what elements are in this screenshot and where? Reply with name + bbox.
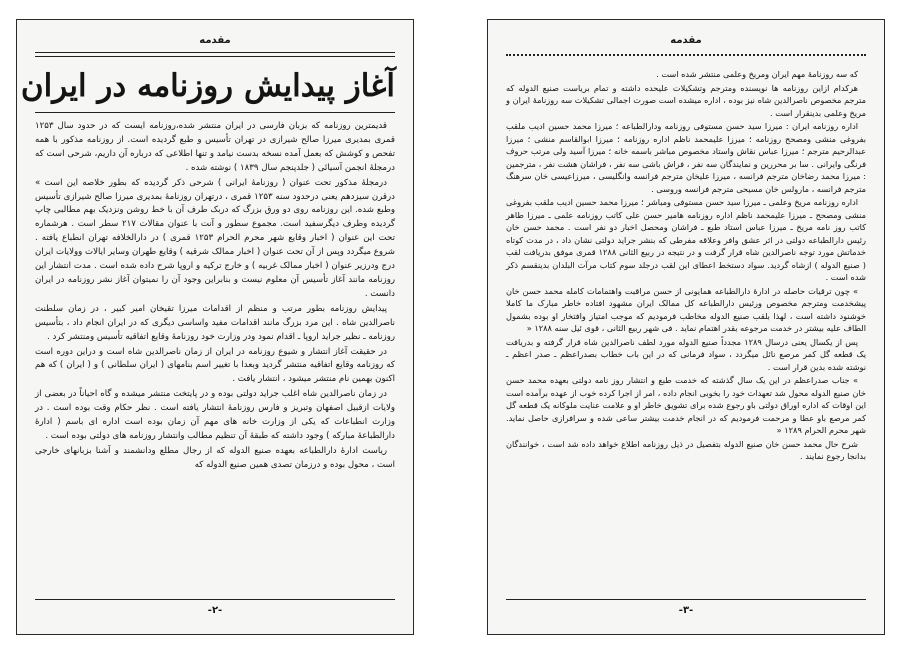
left-footer-rule [35,599,395,600]
right-page-number: -۳- [678,605,694,616]
right-page-header: مقدمه [670,35,702,46]
right-footer-rule [506,599,866,600]
right-page [487,19,885,635]
paragraph: شرح حال محمد حسن خان صنیع الدوله بتفصیل در ذیل روزنامه اطلاع خواهد داده شد است ، خوانندگان بدانجا رجوع نمایند . [506,438,866,461]
left-body-text [35,120,395,590]
paragraph: ریاست ادارهٔ دارالطباعه بعهده صنیع الدوله که از رجال مطلع ودانشمند و آشنا بزبانهای خارجی است ، محول بوده و درزمان تصدی همین صنیع الدوله که [35,445,395,470]
page-title: آغاز پیدایش روزنامه در ایران [20,68,395,104]
paragraph: پس از یکسال یعنی درسال ۱۲۸۹ مجدداً صنیع الدوله مورد لطف ناصرالدین شاه قرار گرفته و بدریافت یک قطعه گل کمر مرصع نائل میگردد ، سواد فرمانی که در این باب خطاب بصدراعظم ـ صدر اعظم ـ نوشته شده بدین قرار است . [506,336,866,372]
left-title-rule [35,112,395,113]
right-header-rule [506,54,866,56]
left-page [16,19,414,635]
left-page-number: -۲- [207,605,223,616]
left-header-rule [35,52,395,57]
paragraph: درمجلهٔ مذکور تحت عنوان ( روزنامهٔ ایرانی ) شرحی ذکر گردیده که بطور خلاصه این است » درقرن سیزدهم یعنی درحدود سنه ۱۲۵۳ قمری ، درتهران روزنامهٔ بمدیری میرزا صالح شیرازی تأسیس وطبع شده. این روزنامه روی دو ورق بزرگ که دربک طرف آن با خط روشن ونزدیک بهم مطالبی چاپ گردیده وطرف دیگرسفید است. مجموع سطور و آنت با عنوان مقالات ۲۱۷ سطر است . هرشماره تحت این عنوان ( اخبار وقایع شهر محرم الحرام ۱۲۵۳ قمری ) در دارالخلافه تهران انطباع یافته . شروع میگردد وپس از آن تحت عنوان ( اخبار ممالک شرقیه ) وقایع طهران وسایر ایالات وولایات ایران درج ودرزیر عنوان ( اخبار ممالک غربیه ) و خارج ترکیه و اروپا شرح داده شده است . مدت انتشار این روزنامه مانند آغاز تأسیس آن معلوم نیست و بنابراین وجود آن را نمیتوان آغاز نشر روزنامه در ایران دانست . [35,177,396,299]
right-body-text [506,68,866,590]
paragraph: اداره روزنامه مریخ وعلمی ـ میرزا سید حسن مستوفی ومباشر ؛ میرزا محمد حسین ادیب ملقب بفروغی منشی ومصحح ـ میرزا علیمحمد ناظم اداره روزنامه هامیر حسن علی کاتب روزنامه علمی ـ میرزا طاهر کاتب روز نامه مریخ ـ میرزا عباس استاد طبع ـ فراشان ومحصل اخبار دو نفر است . محمد حسن خان رئیس دارالطباعه دولتی در اثر عشق وافر وعلاقه مفرطی که بنشر جراید دولتی نشان داد ، در مدت کوتاه خدماتش مورد توجه ناصرالدین شاه قرار گرفت و در نتیجه در ربیع الثانی ۱۲۸۸ قمری موفق بدریافت لقب ( صنیع الدوله ) ازشاه گردید. سواد دستخط اعطای این لقب درجلد سوم کتاب مرآت البلدان بدینقسم ذکر شده است . [506,197,866,282]
paragraph: در زمان ناصرالدین شاه اغلب جراید دولتی بوده و در پایتخت منتشر میشده و گاه احیاناً در بعضی از ولایات ازقبیل اصفهان وتبریز و فارس روزنامهٔ انتشار یافته است . نظر حکام وقت بوده است . در وزارت انطباعات که یکی از وزارت خانه های مهم آن زمان بوده است اداره ای باسم ( ادارهٔ دارالطباعهٔ مبارکه ) وجود داشته که طبقهٔ آن تنظیم مطالب وانتشار روزنامه های دولتی بوده است . [35,389,395,441]
left-page-header: مقدمه [199,35,231,46]
paragraph: پیدایش روزنامه بطور مرتب و منظم از اقدامات میرزا تقیخان امیر کبیر ، در زمان سلطنت ناصرالدین شاه . این مرد بزرگ مانند اقدامات مفید واساسی دیگری که در ایران انجام داد ، بتأسیس روزنامه ـ نظیر جراید اروپا ـ اقدام نمود ودر وزارت خود روزنامهٔ وقایع اتفاقیه تأسیس ومنتشر کرد . [35,303,395,342]
paragraph: اداره روزنامه ایران : میرزا سید حسن مستوفی روزنامه ودارالطباعه ؛ میرزا محمد حسین ادیب ملقب بفروغی منشی ومصحح روزنامه ؛ میرزا علیمحمد ناظم اداره روزنامه ؛ میرزا ابوالقاسم منشی ؛ میرزا عبدالرحیم مترجم ؛ میرزا عباس نقاش واستاد مخصوص مباشر باسمه خانه ؛ میرزا آسید ولی مرتب حروف فرنگی وایرانی . سا بر محررین و نمایندگان سه نفر ، فراش باشی سه نفر ، فراشان هشت نفر ، مترجمین : میرزا محمد رضاخان مترجم فرانسه ، میرزا علیخان مترجم فرانسه وانگلیسی ، میرزاعیسی خان سرهنگ مترجم فرانسه ، مارولس خان مسیحی مترجم فرانسه وروسی . [506,121,866,194]
paragraph: » چون ترقیات حاصله در ادارهٔ دارالطباعه همایونی از حسن مراقبت واهتمامات کامله محمد حسن خان پیشخدمت ومترجم مخصوص ورئیس دارالطباعه کل ممالک ایران مشهود افتاده خاطر مبارک ما کاملا خوشنود داشته است ، لهذا بلقب صنیع الدوله مخاطب فرمودیم که موجب امتیاز وافتخار او بوده بشمول الطاف علیه بیشتر در خدمت مرجوعه بقدر اهتمام نماید . فی شهر ربیع الثانی ، قوی ئیل سنه ۱۲۸۸ « [506,285,866,333]
paragraph: قدیمترین روزنامه که بزبان فارسی در ایران منتشر شده،روزنامه ایست که در حدود سال ۱۲۵۳ قمری بمدیری میرزا صالح شیرازی در تهران تأسیس و طبع گردیده است. از روزنامه مذکور با همه تفحص و کوشش که بعمل آمده نسخه بدست نیامد و تنها اطلاعی که درباره آن داریم، شرحی است که درمجلهٔ انجمن آسیائی ( جلدپنجم سال ۱۸۳۹ ) نوشته شده . [35,121,395,173]
paragraph: که سه روزنامهٔ مهم ایران ومریخ وعلمی منتشر شده است . [656,69,858,79]
paragraph: هرکدام ازاین روزنامه ها نویسنده ومترجم وتشکیلات علیحده داشته و تمام بریاست صنیع الدوله که مترجم مخصوص ناصرالدین شاه نیز بوده ، اداره میشده است صورت اجمالی تشکیلات سه روزنامهٔ ایران و مریخ وعلمی بدینقرار است . [506,82,866,118]
paragraph: در حقیقت آغاز انتشار و شیوع روزنامه در ایران از زمان ناصرالدین شاه است و دراین دوره است که روزنامه وقایع اتفاقیه منتشر گردید وبعدا با تغییر اسم بنامهای ( ایران سلطانی ) و ( ایران ) که هم اکنون بهمین نام منتشر میشود ، انتشار یافت . [35,346,395,385]
paragraph: » جناب صدراعظم در این یک سال گذشته که خدمت طبع و انتشار روز نامه دولتی بعهده محمد حسن خان صنیع الدوله محول شد تعهدات خود را بخوبی انجام داده ، امر از اجرا کرده خوب از عهده برآمده است این اوقات که اداره اوراق دولتی باو رجوع شده برای تشویق خاطر او و علامت عنایت ملوکانه یک قطعه گل کمر مرصع باو عطا و مرحمت فرمودیم که در انجام خدمت بیشتر ساعی شده و سرافرازی حاصل نماید. شهر محرم الحرام ۱۲۸۹ « [506,375,866,435]
